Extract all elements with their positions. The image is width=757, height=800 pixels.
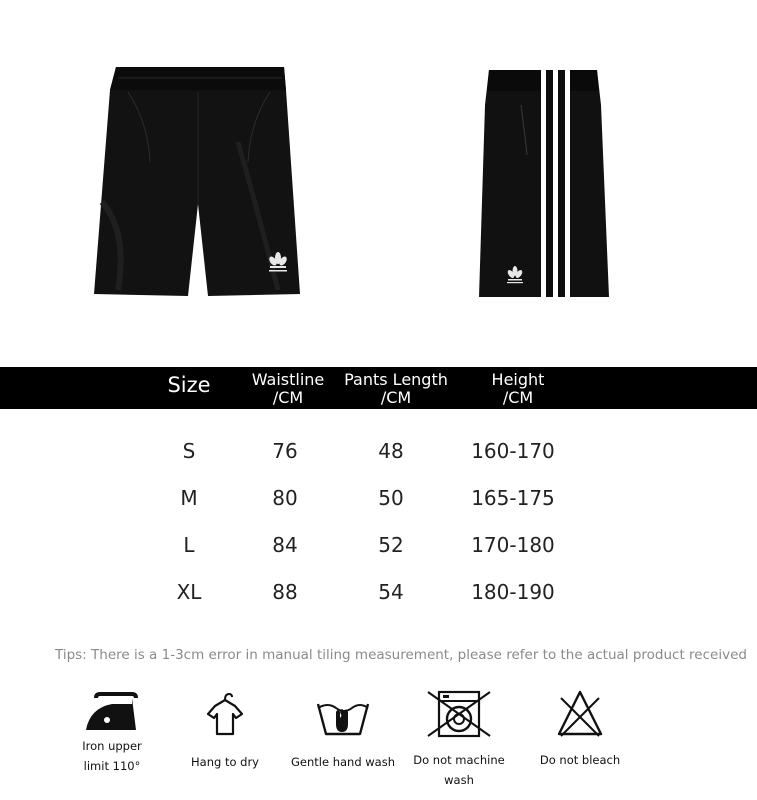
header-waistline-unit: /CM [272, 388, 304, 407]
table-row [0, 486, 757, 516]
header-pants-length-unit: /CM [380, 388, 412, 407]
cell-size: S [182, 439, 196, 463]
care-hang-label: Hang to dry [191, 755, 259, 769]
header-size: Size [167, 373, 211, 397]
shorts-front-image [88, 62, 310, 302]
care-no-bleach [533, 688, 627, 770]
no-bleach-icon [555, 688, 605, 738]
header-pants-length-label: Pants Length [344, 370, 448, 389]
header-height-label: Height [491, 370, 545, 389]
care-hand-wash-label: Gentle hand wash [290, 755, 396, 769]
care-no-machine-wash [398, 688, 520, 790]
cell-length: 54 [378, 580, 404, 604]
no-machine-wash-icon [424, 688, 494, 738]
cell-height: 170-180 [471, 533, 555, 557]
cell-size: XL [176, 580, 202, 604]
header-pants-length [336, 371, 456, 407]
iron-icon [82, 690, 142, 736]
table-row [0, 533, 757, 563]
table-row [0, 439, 757, 469]
table-row [0, 580, 757, 610]
care-no-bleach-label: Do not bleach [539, 753, 621, 767]
shorts-side-image [475, 65, 610, 301]
measurement-tips: Tips: There is a 1-3cm error in manual tiling measurement, please refer to the actual product received [55, 647, 747, 663]
cell-waist: 80 [272, 486, 298, 510]
cell-waist: 76 [272, 439, 298, 463]
hang-dry-icon [200, 688, 250, 738]
cell-waist: 88 [272, 580, 298, 604]
hand-wash-icon [314, 690, 372, 740]
header-height [468, 371, 568, 407]
care-iron-label-1: Iron upper [82, 739, 142, 753]
cell-height: 160-170 [471, 439, 555, 463]
cell-size: L [183, 533, 195, 557]
size-table-header [0, 367, 757, 409]
cell-waist: 84 [272, 533, 298, 557]
cell-length: 50 [378, 486, 404, 510]
care-iron [68, 690, 156, 776]
header-waistline [236, 371, 340, 407]
header-height-unit: /CM [502, 388, 534, 407]
cell-length: 52 [378, 533, 404, 557]
care-iron-label-2: limit 110° [83, 759, 141, 773]
header-waistline-label: Waistline [251, 370, 325, 389]
cell-size: M [180, 486, 198, 510]
cell-height: 180-190 [471, 580, 555, 604]
cell-height: 165-175 [471, 486, 555, 510]
cell-length: 48 [378, 439, 404, 463]
care-no-machine-label: Do not machine wash [413, 753, 505, 787]
care-hand-wash [290, 690, 396, 772]
care-hang-dry [180, 688, 270, 772]
